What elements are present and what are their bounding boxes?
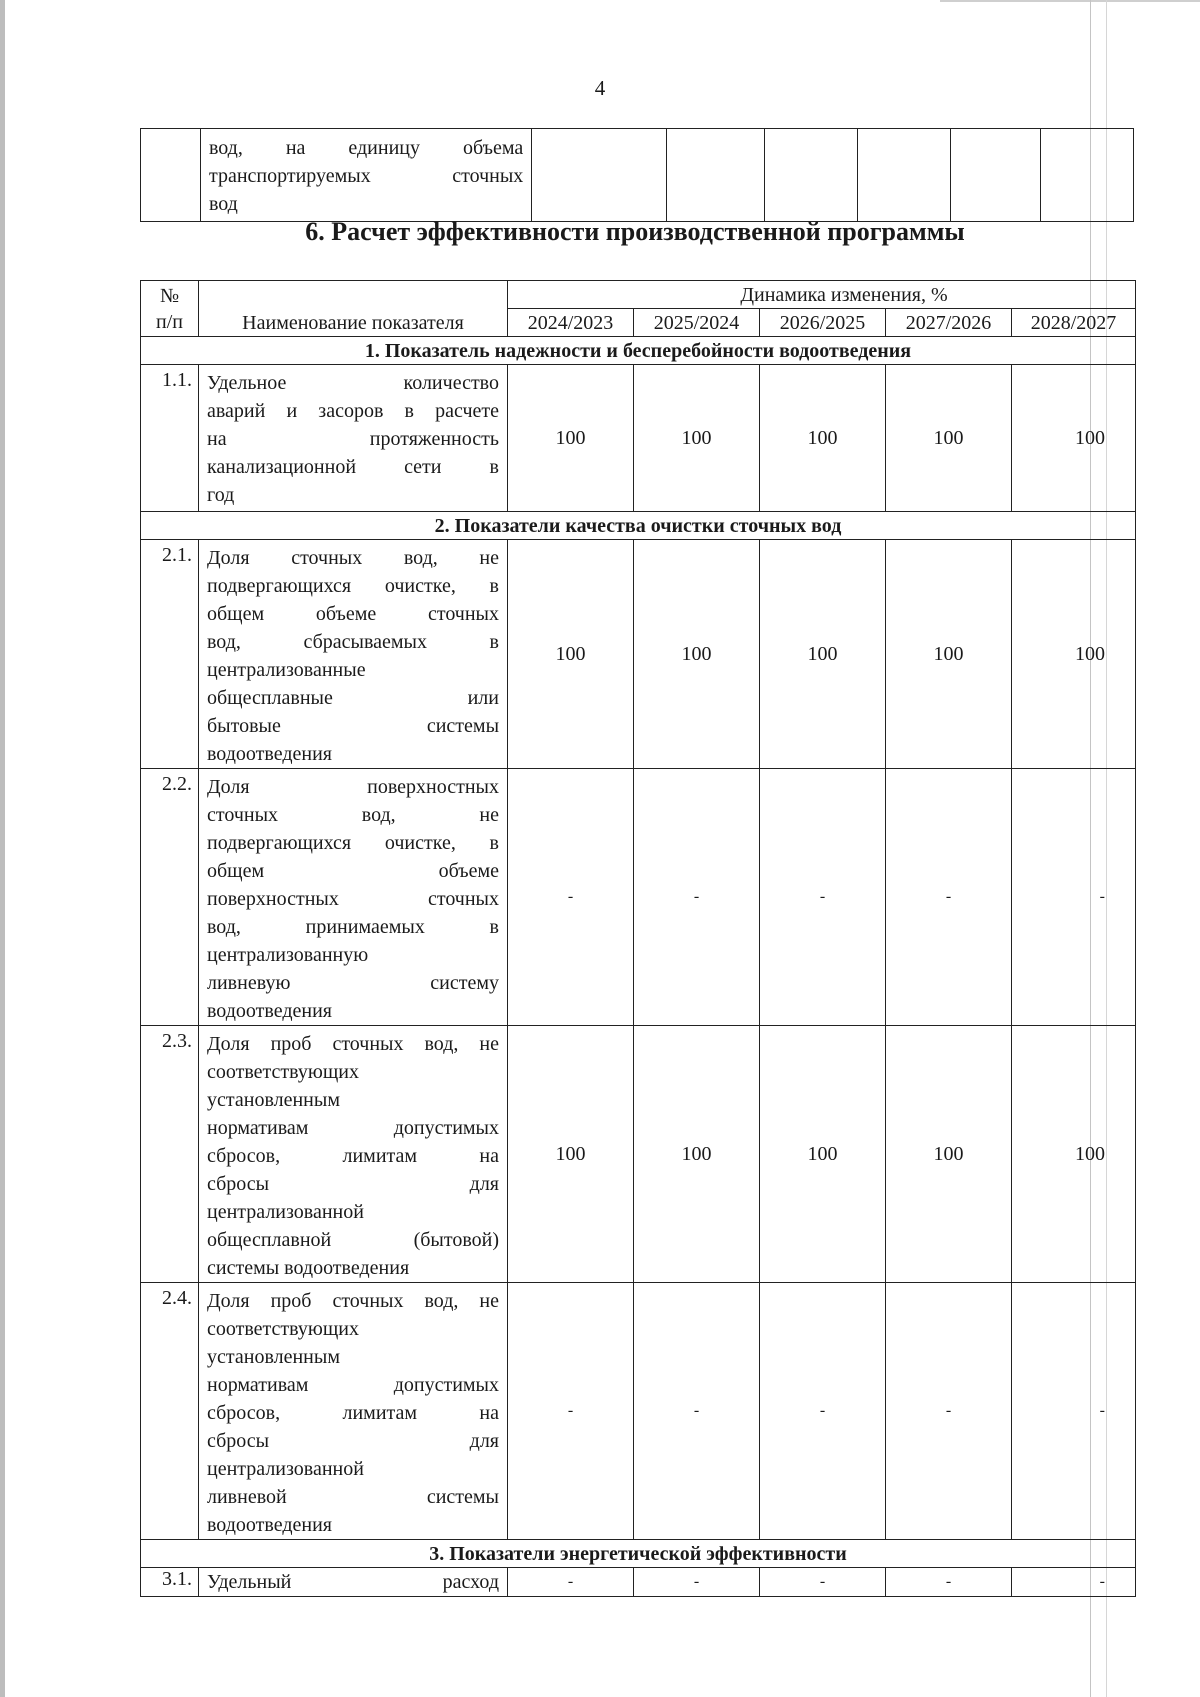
name-line: централизованной (207, 1201, 364, 1223)
table-row (141, 769, 1136, 1026)
table-row (141, 1026, 1136, 1283)
indicator-name-cell (199, 769, 508, 1026)
table-cell (857, 129, 951, 222)
group-title: 2. Показатели качества очистки сточных вод (141, 512, 1136, 540)
name-line: сбросов, лимитам на (207, 1145, 499, 1167)
column-header-year: 2026/2025 (760, 309, 886, 337)
row-number: 2.2. (141, 769, 199, 1026)
name-line: ливневую систему (207, 972, 499, 994)
table-cell (141, 129, 201, 222)
name-line: установленным (207, 1089, 340, 1111)
section-heading: 6. Расчет эффективности производственной программы (305, 217, 965, 246)
value-cell: 100 (634, 365, 760, 512)
name-line: вод, принимаемых в (207, 916, 499, 938)
value-cell: 100 (508, 365, 634, 512)
value-cell: 100 (508, 1026, 634, 1283)
group-title: 3. Показатели энергетической эффективности (141, 1540, 1136, 1568)
column-header-number: № п/п (141, 281, 199, 337)
row-number: 3.1. (141, 1568, 199, 1597)
name-line: Доля поверхностных (207, 776, 499, 798)
table-row (141, 1568, 1136, 1597)
name-line: на протяженность (207, 428, 499, 450)
row-number: 2.1. (141, 540, 199, 769)
group-row (141, 1540, 1136, 1568)
name-line: Удельный расход (207, 1571, 499, 1593)
column-header-year: 2027/2026 (886, 309, 1012, 337)
value-cell: - (760, 1568, 886, 1597)
value-cell: - (634, 769, 760, 1026)
name-line: водоотведения (207, 1000, 332, 1022)
name-line: нормативам допустимых (207, 1117, 499, 1139)
table-row (141, 540, 1136, 769)
name-line: Удельное количество (207, 372, 499, 394)
page-number: 4 (594, 76, 606, 100)
name-line: соответствующих (207, 1061, 359, 1083)
name-line: год (207, 484, 235, 506)
name-line: вод (208, 193, 238, 215)
name-line: общем объеме сточных (207, 603, 499, 625)
indicator-name-cell (199, 365, 508, 512)
value-cell: 100 (1012, 365, 1136, 512)
value-cell: - (508, 1568, 634, 1597)
name-line: Доля проб сточных вод, не (207, 1033, 499, 1055)
table-row (141, 129, 1134, 222)
continuation-table (140, 128, 1134, 222)
name-line: Доля проб сточных вод, не (207, 1290, 499, 1312)
table-cell (951, 129, 1041, 222)
value-cell: 100 (760, 1026, 886, 1283)
name-line: аварий и засоров в расчете (207, 400, 499, 422)
value-cell: - (508, 769, 634, 1026)
name-line: водоотведения (207, 743, 332, 765)
value-cell: 100 (1012, 540, 1136, 769)
value-cell: 100 (886, 540, 1012, 769)
name-line: сбросы для (207, 1173, 499, 1195)
group-row (141, 337, 1136, 365)
value-cell: 100 (1012, 1026, 1136, 1283)
name-line: Доля сточных вод, не (207, 547, 499, 569)
column-header-name: Наименование показателя (199, 281, 508, 337)
value-cell: - (634, 1283, 760, 1540)
value-cell: - (508, 1283, 634, 1540)
name-line: соответствующих (207, 1318, 359, 1340)
name-line: сбросы для (207, 1430, 499, 1452)
name-line: установленным (207, 1346, 340, 1368)
efficiency-table (140, 280, 1136, 1597)
group-row (141, 512, 1136, 540)
value-cell: - (760, 1283, 886, 1540)
name-line: вод, сбрасываемых в (207, 631, 499, 653)
indicator-name-cell (200, 129, 531, 222)
name-line: подвергающихся очистке, в (207, 575, 499, 597)
column-header-year: 2025/2024 (634, 309, 760, 337)
table-cell (1041, 129, 1134, 222)
column-header-dynamics: Динамика изменения, % (508, 281, 1136, 309)
value-cell: 100 (886, 1026, 1012, 1283)
row-number: 2.3. (141, 1026, 199, 1283)
name-line: поверхностных сточных (207, 888, 499, 910)
value-cell: - (1012, 1283, 1136, 1540)
name-line: централизованную (207, 944, 369, 966)
name-line: вод, на единицу объема (208, 137, 524, 159)
name-line: канализационной сети в (207, 456, 499, 478)
name-line: общесплавной (бытовой) (207, 1229, 499, 1251)
table-cell (532, 129, 667, 222)
table-row (141, 1283, 1136, 1540)
table-cell (765, 129, 857, 222)
value-cell: 100 (886, 365, 1012, 512)
name-line: централизованной (207, 1458, 364, 1480)
name-line: водоотведения (207, 1514, 332, 1536)
name-line: транспортируемых сточных (208, 165, 524, 187)
value-cell: 100 (634, 540, 760, 769)
value-cell: - (886, 1568, 1012, 1597)
name-line: подвергающихся очистке, в (207, 832, 499, 854)
indicator-name-cell (199, 1026, 508, 1283)
value-cell: - (1012, 769, 1136, 1026)
name-line: бытовые системы (207, 715, 499, 737)
indicator-name-cell (199, 540, 508, 769)
indicator-name-cell (199, 1568, 508, 1597)
name-line: общесплавные или (207, 687, 499, 709)
name-line: централизованные (207, 659, 366, 681)
value-cell: 100 (760, 365, 886, 512)
scan-line-top (940, 0, 1200, 2)
name-line: сбросов, лимитам на (207, 1402, 499, 1424)
name-line: ливневой системы (207, 1486, 499, 1508)
name-line: сточных вод, не (207, 804, 499, 826)
header-row (141, 281, 1136, 309)
value-cell: - (886, 1283, 1012, 1540)
name-line: системы водоотведения (207, 1257, 410, 1279)
table-cell (667, 129, 765, 222)
scan-edge-left (0, 0, 5, 1697)
row-number: 1.1. (141, 365, 199, 512)
value-cell: 100 (508, 540, 634, 769)
name-line: общем объеме (207, 860, 499, 882)
column-header-year: 2024/2023 (508, 309, 634, 337)
value-cell: - (760, 769, 886, 1026)
group-title: 1. Показатель надежности и бесперебойности водоотведения (141, 337, 1136, 365)
name-line: нормативам допустимых (207, 1374, 499, 1396)
value-cell: - (1012, 1568, 1136, 1597)
indicator-name-cell (199, 1283, 508, 1540)
column-header-year: 2028/2027 (1012, 309, 1136, 337)
value-cell: - (634, 1568, 760, 1597)
value-cell: - (886, 769, 1012, 1026)
table-row (141, 365, 1136, 512)
value-cell: 100 (634, 1026, 760, 1283)
row-number: 2.4. (141, 1283, 199, 1540)
value-cell: 100 (760, 540, 886, 769)
